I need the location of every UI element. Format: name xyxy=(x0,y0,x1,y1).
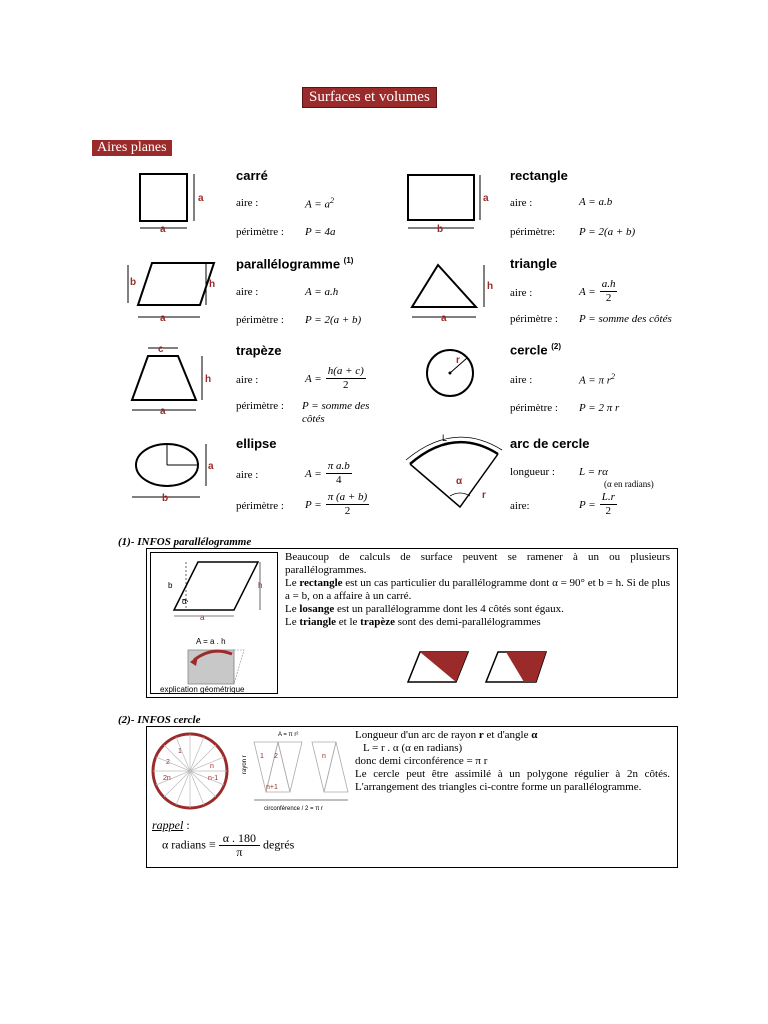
svg-text:rayon r: rayon r xyxy=(242,755,248,774)
arc-aire-formula: P = $\frac{L.r}{2}$ xyxy=(579,491,615,517)
arc-longueur-note: (α en radians) xyxy=(604,479,654,489)
cercle-perim-label: périmètre : xyxy=(510,402,558,414)
svg-text:L: L xyxy=(442,433,448,443)
info1-p4: Le triangle et le trapèze sont des demi-parallélogrammes xyxy=(285,616,541,628)
dim-b: b xyxy=(437,224,444,235)
svg-text:n: n xyxy=(322,753,326,760)
dim-a: a xyxy=(483,193,489,204)
svg-text:2n: 2n xyxy=(163,775,171,782)
carre-title: carré xyxy=(236,168,268,183)
info2-figure xyxy=(150,728,350,820)
svg-text:n: n xyxy=(210,763,214,770)
info1-p2: Le rectangle est un cas particulier du parallélogramme dont α = 90° et b = h. Si de plus a = b, on a affaire à un carré. xyxy=(285,577,670,602)
info2-l3: donc demi circonférence = π r xyxy=(355,755,488,767)
rectangle-title: rectangle xyxy=(510,168,568,183)
trapeze-perim-formula: P = somme des côtés xyxy=(302,400,370,425)
triangle-aire-label: aire : xyxy=(510,287,533,299)
ellipse-aire-formula: A = $\frac{\text{π a.b}}{4}$ xyxy=(305,460,350,486)
triangle-perim-label: périmètre : xyxy=(510,313,558,325)
cercle-figure xyxy=(418,340,488,410)
cercle-aire-label: aire : xyxy=(510,374,533,386)
cercle-aire-formula: A = π $r^2$ xyxy=(579,372,615,387)
trapeze-aire-formula: A = $\frac{h(a + c)}{2}$ xyxy=(305,365,364,391)
svg-text:2: 2 xyxy=(166,759,170,766)
info2-rappel: rappel : xyxy=(152,818,190,832)
parallelogramme-perim-formula: P = 2(a + b) xyxy=(305,314,362,326)
info2-l2: L = r . α (α en radians) xyxy=(363,742,463,754)
ellipse-perim-formula: P = $\frac{\pi (a + b)}{2}$ xyxy=(305,491,368,517)
ellipse-title: ellipse xyxy=(236,436,277,451)
svg-text:c: c xyxy=(158,344,164,355)
svg-text:b: b xyxy=(162,493,169,504)
rectangle-perim-label: périmètre: xyxy=(510,226,556,238)
arc-longueur-formula: L = rα xyxy=(579,466,608,478)
parallelogramme-title: parallélogramme $^{(1)}$ xyxy=(236,256,354,272)
svg-text:a: a xyxy=(441,313,447,324)
info2-text xyxy=(355,729,670,794)
carre-perim-formula: P = 4a xyxy=(305,226,336,238)
carre-perim-label: périmètre : xyxy=(236,226,284,238)
parallelogramme-aire-label: aire : xyxy=(236,286,259,298)
info2-radians-formula: α radians ≡ $\frac{\alpha . 180}{\pi}$ degrés xyxy=(162,831,295,859)
cercle-title: cercle $^{(2)}$ xyxy=(510,342,561,358)
svg-text:1: 1 xyxy=(178,748,182,755)
svg-text:α: α xyxy=(456,476,463,487)
svg-text:1: 1 xyxy=(260,753,264,760)
rectangle-figure xyxy=(400,165,500,237)
dim-a-horiz: a xyxy=(160,224,166,235)
triangle-perim-formula: P = somme des côtés xyxy=(579,313,672,325)
trapeze-aire-label: aire : xyxy=(236,374,259,386)
triangle-aire-formula: A = $\frac{a.h}{2}$ xyxy=(579,278,616,304)
svg-text:h: h xyxy=(209,279,216,290)
carre-aire-formula: $A = a^2$ xyxy=(305,196,334,211)
triangle-title: triangle xyxy=(510,256,557,271)
ellipse-perim-label: périmètre : xyxy=(236,500,284,512)
trapeze-title: trapèze xyxy=(236,343,282,358)
section-title: Aires planes xyxy=(92,140,172,156)
svg-text:a: a xyxy=(208,461,214,472)
svg-text:r: r xyxy=(456,355,460,366)
info2-heading: (2)- INFOS cercle xyxy=(118,714,201,726)
rectangle-aire-label: aire : xyxy=(510,197,533,209)
cercle-perim-formula: P = 2 π r xyxy=(579,402,620,414)
rectangle-perim-formula: P = 2(a + b) xyxy=(579,226,636,238)
page-title: Surfaces et volumes xyxy=(302,87,437,108)
svg-text:a: a xyxy=(160,313,166,324)
info2-l4: Le cercle peut être assimilé à un polygone régulier à 2n côtés. L'arrangement des triangles ci-contre forme un parallélogramme. xyxy=(355,768,670,793)
ellipse-figure xyxy=(122,435,227,507)
svg-text:b: b xyxy=(130,277,137,288)
dim-a-vert: a xyxy=(198,193,204,204)
svg-text:n+1: n+1 xyxy=(266,784,278,791)
carre-aire-label: aire : xyxy=(236,197,259,209)
svg-text:h: h xyxy=(205,374,212,385)
svg-text:h: h xyxy=(258,581,263,590)
svg-text:a: a xyxy=(160,406,166,417)
arc-longueur-label: longueur : xyxy=(510,466,555,478)
svg-text:α: α xyxy=(182,597,187,606)
triangle-figure xyxy=(400,255,500,327)
parallelogramme-perim-label: périmètre : xyxy=(236,314,284,326)
info1-figure xyxy=(152,554,274,690)
svg-text:A = π r²: A = π r² xyxy=(278,732,299,738)
svg-text:b: b xyxy=(168,581,173,590)
info1-heading: (1)- INFOS parallélogramme xyxy=(118,536,252,548)
svg-text:r: r xyxy=(482,490,486,501)
info1-text xyxy=(285,551,670,629)
parallelogramme-aire-formula: A = a.h xyxy=(305,286,339,298)
svg-text:n-1: n-1 xyxy=(208,775,219,782)
arc-title: arc de cercle xyxy=(510,436,590,451)
svg-text:A = a . h: A = a . h xyxy=(196,637,226,646)
carre-figure xyxy=(128,165,223,237)
info1-half-figures xyxy=(404,648,564,688)
parallelogramme-figure xyxy=(122,255,227,327)
trapeze-perim-label: périmètre : xyxy=(236,400,284,412)
rectangle-aire-formula: A = a.b xyxy=(579,196,613,208)
arc-figure xyxy=(400,432,505,512)
svg-text:2: 2 xyxy=(274,753,278,760)
svg-text:h: h xyxy=(487,281,494,292)
svg-text:circonférence / 2 = π r: circonférence / 2 = π r xyxy=(264,806,323,812)
trapeze-figure xyxy=(122,340,227,420)
info2-l1: Longueur d'un arc de rayon r et d'angle α xyxy=(355,729,538,741)
arc-aire-label: aire: xyxy=(510,500,530,512)
svg-text:a: a xyxy=(200,613,205,622)
info1-geo-label: explication géométrique xyxy=(160,685,245,694)
info1-p1: Beaucoup de calculs de surface peuvent se ramener à un ou plusieurs parallélogrammes. xyxy=(285,551,670,576)
info1-p3: Le losange est un parallélogramme dont les 4 côtés sont égaux. xyxy=(285,603,564,615)
ellipse-aire-label: aire : xyxy=(236,469,259,481)
